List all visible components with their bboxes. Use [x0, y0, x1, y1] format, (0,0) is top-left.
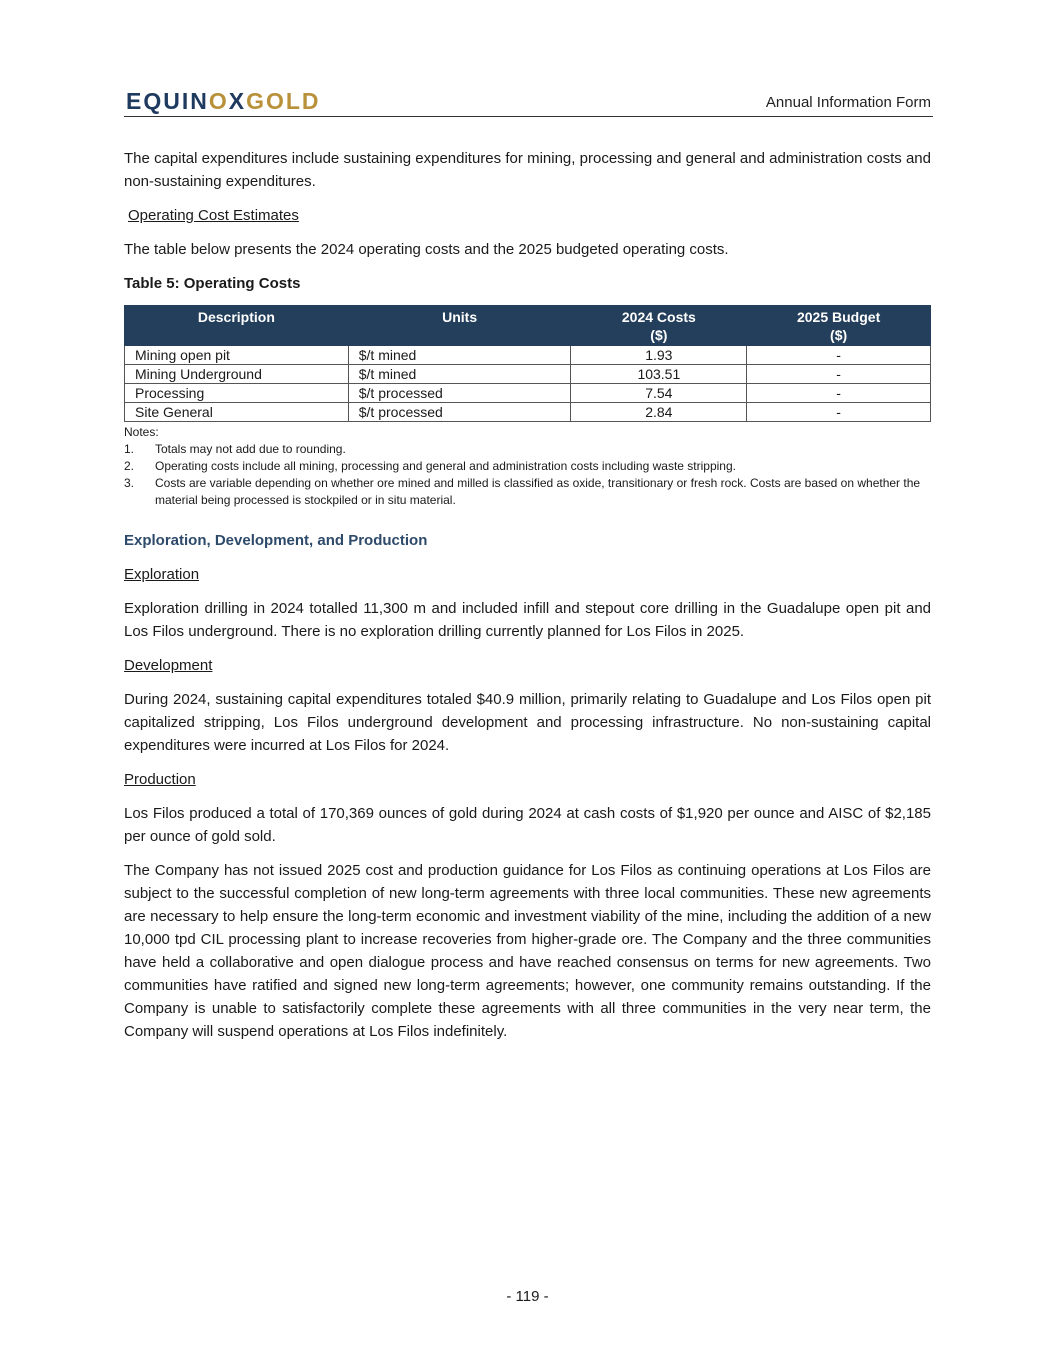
operating-costs-table	[124, 305, 931, 422]
cell-budget-2025: -	[747, 346, 931, 365]
production-heading: Production	[124, 771, 196, 788]
cell-description: Mining open pit	[125, 346, 349, 365]
header-description: Description	[125, 306, 349, 346]
note-item: 1. Totals may not add due to rounding.	[124, 442, 346, 456]
exploration-paragraph: Exploration drilling in 2024 totalled 11,300 m and included infill and stepout core drilling in the Guadalupe open pit and Los Filos underground. There is no exploration drilling currently planned for Los Filos in 2025.	[124, 600, 931, 640]
operating-cost-heading: Operating Cost Estimates	[128, 207, 299, 224]
development-paragraph: During 2024, sustaining capital expenditures totaled $40.9 million, primarily relating to Guadalupe and Los Filos open pit capitalized stripping, Los Filos underground development and processing infrastructure. No non-sustaining capital expenditures were incurred at Los Filos for 2024.	[124, 691, 931, 754]
equinox-gold-logo: EQUINOXGOLD	[126, 88, 321, 114]
production-paragraph-1: Los Filos produced a total of 170,369 ounces of gold during 2024 at cash costs of $1,920 per ounce and AISC of $2,185 per ounce of gold sold.	[124, 805, 931, 845]
cell-costs-2024: 1.93	[571, 346, 747, 365]
operating-cost-intro: The table below presents the 2024 operating costs and the 2025 budgeted operating costs.	[124, 241, 729, 258]
cell-units: $/t mined	[348, 365, 571, 384]
table-caption: Table 5: Operating Costs	[124, 275, 301, 292]
page-content	[124, 147, 931, 1054]
table-row	[125, 384, 931, 403]
header-budget-2025: 2025 Budget ($)	[747, 306, 931, 346]
page-number: - 119 -	[506, 1288, 549, 1305]
table-notes	[124, 424, 931, 509]
header-units: Units	[348, 306, 571, 346]
cell-units: $/t processed	[348, 384, 571, 403]
note-item: 2. Operating costs include all mining, processing and general and administration costs including waste stripping.	[124, 459, 736, 473]
cell-budget-2025: -	[747, 384, 931, 403]
cell-units: $/t mined	[348, 346, 571, 365]
cell-description: Processing	[125, 384, 349, 403]
notes-label: Notes:	[124, 425, 159, 439]
document-title: Annual Information Form	[765, 94, 931, 111]
intro-paragraph: The capital expenditures include sustaining expenditures for mining, processing and general and administration costs and non-sustaining expenditures.	[124, 150, 931, 190]
section-heading: Exploration, Development, and Production	[124, 532, 428, 549]
header-costs-2024: 2024 Costs ($)	[571, 306, 747, 346]
cell-budget-2025: -	[747, 403, 931, 422]
table-row	[125, 365, 931, 384]
cell-description: Mining Underground	[125, 365, 349, 384]
note-item: 3. Costs are variable depending on whether ore mined and milled is classified as oxide, transitionary or fresh rock. Costs are based on whether the material being processed is stockpiled or in situ material.	[124, 476, 921, 507]
table-row	[125, 403, 931, 422]
table-header-row	[125, 306, 931, 346]
cell-units: $/t processed	[348, 403, 571, 422]
cell-budget-2025: -	[747, 365, 931, 384]
page-header	[124, 88, 933, 117]
cell-costs-2024: 7.54	[571, 384, 747, 403]
table-row	[125, 346, 931, 365]
cell-costs-2024: 2.84	[571, 403, 747, 422]
exploration-heading: Exploration	[124, 566, 200, 583]
production-paragraph-2: The Company has not issued 2025 cost and production guidance for Los Filos as continuing operations at Los Filos are subject to the successful completion of new long-term agreements with three local communities. These new agreements are necessary to help ensure the long-term economic and investment viability of the mine, including the addition of a new 10,000 tpd CIL processing plant to increase recoveries from higher-grade ore. The Company and the three communities have held a collaborative and open dialogue process and have reached consensus on terms for new agreements. Two communities have ratified and signed new long-term agreements; however, one community remains outstanding. If the Company is unable to satisfactorily complete these agreements with all three communities in the very near term, the Company will suspend operations at Los Filos indefinitely.	[124, 862, 931, 1040]
cell-costs-2024: 103.51	[571, 365, 747, 384]
cell-description: Site General	[125, 403, 349, 422]
development-heading: Development	[124, 657, 213, 674]
